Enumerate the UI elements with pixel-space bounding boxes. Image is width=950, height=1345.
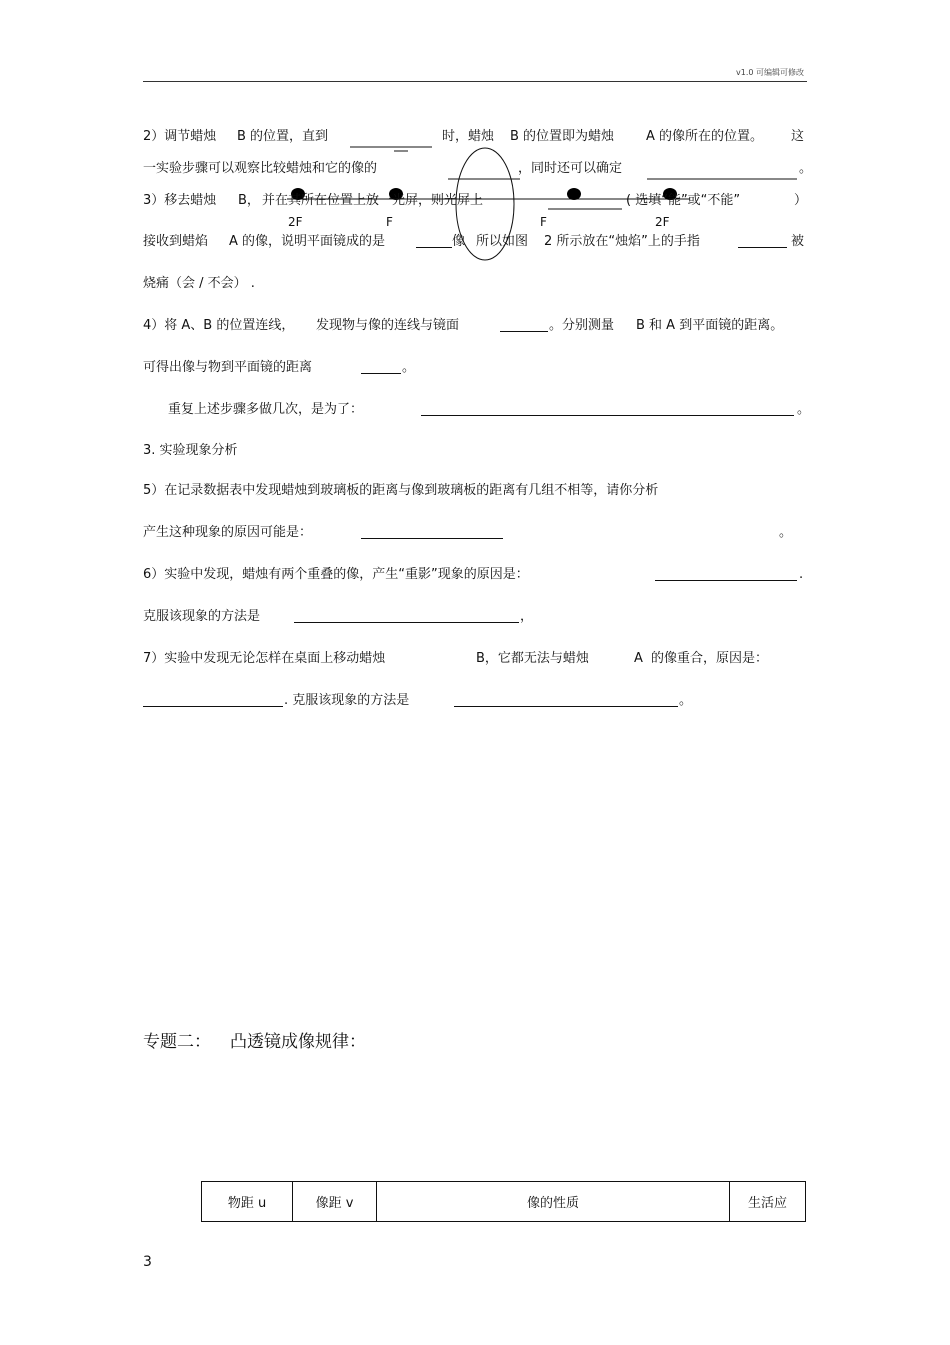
answer-blank [738, 234, 787, 248]
step2-text: B 的位置即为蜡烛 [510, 129, 615, 144]
step2-text: A 的像所在的位置。 [646, 129, 764, 144]
step6-text: . [799, 567, 804, 582]
answer-blank [421, 402, 794, 416]
section-heading: 3. 实验现象分析 [143, 443, 238, 458]
answer-blank [361, 525, 503, 539]
step5-text: 产生这种现象的原因可能是： [143, 525, 313, 540]
step4-text: 发现物与像的连线与镜面 [316, 318, 460, 333]
answer-blank [361, 360, 401, 374]
lens-label-f-right: F [540, 215, 547, 229]
step2-text: 。 [799, 161, 813, 176]
step3-text: 并在其所在位置上放一光屏，则光屏上 [262, 193, 484, 208]
step5-text: 5）在记录数据表中发现蜡烛到玻璃板的距离与像到玻璃板的距离有几组不相等，请你分析 [143, 483, 659, 498]
focal-point-right-f [567, 188, 581, 200]
answer-blank [416, 234, 452, 248]
step7-text: 的像重合，原因是： [651, 651, 769, 666]
topic-label: 专题二： [143, 1032, 211, 1052]
step6-text: 6）实验中发现，蜡烛有两个重叠的像，产生“重影”现象的原因是： [143, 567, 529, 582]
step4-prefix: 4）将 A、B 的位置连线， [143, 318, 295, 333]
step4-text: 。 [402, 360, 416, 375]
answer-blank [294, 609, 519, 623]
table-header-cell: 像的性质 [377, 1182, 730, 1222]
topic-title: 凸透镜成像规律： [230, 1032, 366, 1052]
step7-text: . 克服该现象的方法是 [284, 693, 410, 708]
answer-blank [655, 567, 797, 581]
repeat-end: 。 [797, 402, 811, 417]
step2-text: 这 [791, 129, 805, 144]
step2-text: 时，蜡烛 [442, 129, 495, 144]
answer-blank [454, 693, 678, 707]
page-number: 3 [143, 1254, 152, 1270]
step3-text: ） [794, 193, 808, 208]
table-header-cell: 生活应 [730, 1182, 806, 1222]
step2-text: ，同时还可以确定 [518, 161, 623, 176]
step3-text: 被 [791, 234, 805, 249]
step3-text: 所以如图 [476, 234, 529, 249]
step3-text: 接收到蜡焰 [143, 234, 209, 249]
table-header-row [202, 1182, 806, 1222]
lens-label-2f-left: 2F [288, 215, 303, 229]
step7-text: 。 [679, 693, 693, 708]
step6-text: ， [520, 609, 534, 624]
step3-text: A 的像，说明平面镜成的是 [229, 234, 386, 249]
step7-text: A [634, 651, 643, 666]
lens-label-f-left: F [386, 215, 393, 229]
step7-text: B，它都无法与蜡烛 [476, 651, 589, 666]
table-header-cell: 物距 u [202, 1182, 293, 1222]
imaging-rules-table [201, 1181, 806, 1222]
step3-prefix: 3）移去蜡烛 [143, 193, 217, 208]
step2-text: B 的位置，直到 [237, 129, 329, 144]
answer-blank [500, 318, 548, 332]
step3-text: 2 所示放在“烛焰”上的手指 [544, 234, 700, 249]
answer-blank [143, 693, 283, 707]
lens-label-2f-right: 2F [655, 215, 670, 229]
step7-text: 7）实验中发现无论怎样在桌面上移动蜡烛 [143, 651, 386, 666]
step3-text: B， [238, 193, 260, 208]
step4-text: 可得出像与物到平面镜的距离 [143, 360, 313, 375]
version-label: v1.0 可编辑可修改 [736, 68, 804, 77]
step3-text: 烧痛（会 / 不会） . [143, 276, 255, 291]
step4-text: B 和 A 到平面镜的距离。 [636, 318, 784, 333]
lens-diagram [0, 0, 950, 300]
step4-text: 。分别测量 [549, 318, 615, 333]
step2-prefix: 2）调节蜡烛 [143, 129, 217, 144]
step5-text: 。 [779, 525, 793, 540]
step6-text: 克服该现象的方法是 [143, 609, 261, 624]
step3-text: ( 选填“能”或“不能” [626, 193, 741, 208]
table-header-cell: 像距 v [293, 1182, 377, 1222]
repeat-question: 重复上述步骤多做几次，是为了： [168, 402, 364, 417]
step2-text: 一实验步骤可以观察比较蜡烛和它的像的 [143, 161, 378, 176]
step3-text: 像 [452, 234, 466, 249]
